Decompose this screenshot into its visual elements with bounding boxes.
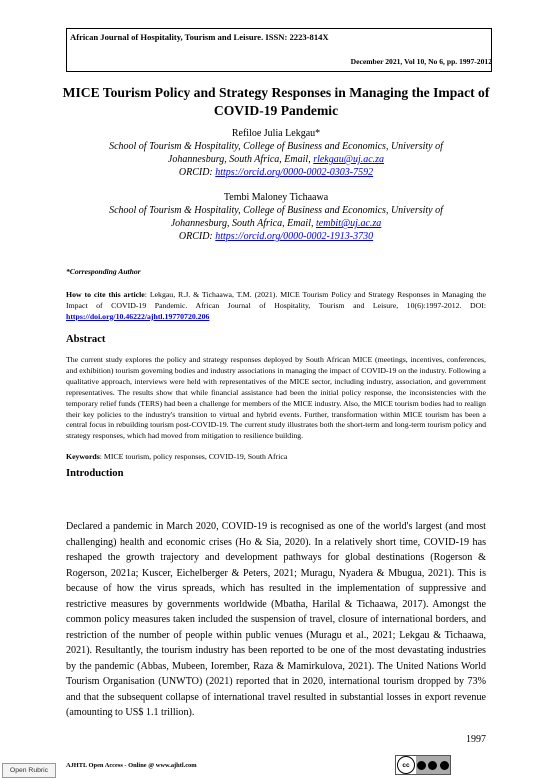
introduction-text: Declared a pandemic in March 2020, COVID-19 is recognised as one of the world's largest (and most challenging) health and economic crises (Ho & Sia, 2020). In a relatively short time, COVID-19 has reshaped the growth trajectory and development pathways for global destinations (Rogerson & Rogerson, 2021a; Kuscer, Eichelberger & Peters, 2021; Muragu, Nyadera & Mbugua, 2021). This is because of how the virus spreads, which has resulted in the implementation of suppressive and restrictive measures by governments worldwide (Mbatha, Harilal & Tichaawa, 2017). Amongst the common policy measures taken included the suspension of travel, closure of international borders, and restriction of the number of people within public venues (Muragu et al., 2021; Lekgau & Tichaawa, 2021). Resultantly, the tourism industry has been reported to be one of the most devastating industries by the pandemic (Abbas, Mubeen, Iorember, Raza & Mamirkulova, 2021). The United Nations World Tourism Organisation (UNWTO) (2021) reported that in 2020, international tourism dropped by 73% and that the subsequent collapse of international travel resulted in substantial losses in export revenue (amounting to US$ 1.1 trillion). [66, 521, 486, 718]
license-marks [416, 756, 450, 774]
noderivatives-icon [440, 761, 449, 770]
cc-license-icon[interactable] [395, 755, 451, 775]
citation-label: How to cite this article [66, 290, 145, 299]
footer-open-access: AJHTL Open Access - Online @ www.ajhtl.com [66, 762, 197, 769]
author-1-aff-line1: School of Tourism & Hospitality, College of Business and Economics, University of [109, 141, 443, 152]
attribution-icon [417, 761, 426, 770]
citation-doi-link[interactable]: https://doi.org/10.46222/ajhtl.19770720.206 [66, 311, 210, 321]
author-1-affiliation [66, 140, 486, 179]
article-title: MICE Tourism Policy and Strategy Responses in Managing the Impact of COVID-19 Pandemic [62, 85, 490, 118]
author-2-aff-prefix: Johannesburg, South Africa, Email, [170, 218, 316, 229]
keywords-label: Keywords [66, 452, 100, 461]
open-rubric-tag[interactable]: Open Rubric [2, 763, 56, 778]
author-1-aff-line2 [66, 153, 486, 166]
journal-name: African Journal of Hospitality, Tourism and Leisure. ISSN: 2223-814X [70, 32, 329, 42]
author-2-name: Tembi Maloney Tichaawa [223, 192, 329, 203]
abstract-heading: Abstract [66, 334, 106, 345]
noncommercial-icon [428, 761, 437, 770]
author-2-orcid [66, 230, 486, 243]
author-2-email-link[interactable]: tembit@uj.ac.za [315, 218, 382, 229]
keywords-line [66, 452, 486, 463]
corresponding-author-note: *Corresponding Author [66, 267, 141, 276]
author-2-orcid-link[interactable]: https://orcid.org/0000-0002-1913-3730 [215, 231, 374, 242]
author-2-orcid-label: ORCID: [178, 231, 216, 242]
keywords-text: : MICE tourism, policy responses, COVID-19, South Africa [99, 452, 288, 461]
issue-info: December 2021, Vol 10, No 6, pp. 1997-2012 [350, 57, 492, 66]
author-2-affiliation [66, 204, 486, 243]
author-1-orcid-link[interactable]: https://orcid.org/0000-0002-0303-7592 [215, 167, 374, 178]
author-1-name: Refiloe Julia Lekgau* [231, 128, 321, 139]
citation-text: : Lekgau, R.J. & Tichaawa, T.M. (2021). MICE Tourism Policy and Strategy Responses in Managing the Impact of COVID-19 Pandemic. African Journal of Hospitality, Tourism and Leisure, 10(6):1997-2012. DOI: [66, 290, 486, 310]
author-1-orcid-label: ORCID: [178, 167, 216, 178]
author-1-orcid [66, 166, 486, 179]
author-1-aff-prefix: Johannesburg, South Africa, Email, [167, 154, 314, 165]
author-2-aff-line1: School of Tourism & Hospitality, College of Business and Economics, University of [109, 205, 443, 216]
author-1-email-link[interactable]: rlekgau@uj.ac.za [313, 154, 385, 165]
author-2-aff-line2 [66, 217, 486, 230]
citation-block [66, 290, 486, 323]
page-number: 1997 [466, 734, 486, 745]
introduction-heading: Introduction [66, 468, 124, 479]
abstract-text: The current study explores the policy and strategy responses deployed by South African MICE (meetings, incentives, conferences, and exhibition) tourism governing bodies and industry associations in managing the impact of COVID-19 on the industry. Following a qualitative approach, interviews were held with representatives of the MICE sector, including industry, association, and government representatives. The results show that while financial assistance had been the initial policy response, the inconsistencies with the temporary relief funds (TERS) had been a challenge for members of the MICE industry. Also, the MICE tourism bodies had to realign their key policies to the industry's transition to virtual and hybrid events. Further, transformation within MICE tourism has been a central focus in rebuilding tourism post-COVID-19. The current study illustrates both the short-term and long-term tourism policy and strategy responses, which had moved from mitigation to resilience building. [66, 355, 486, 441]
cc-logo-icon: cc [397, 756, 415, 774]
